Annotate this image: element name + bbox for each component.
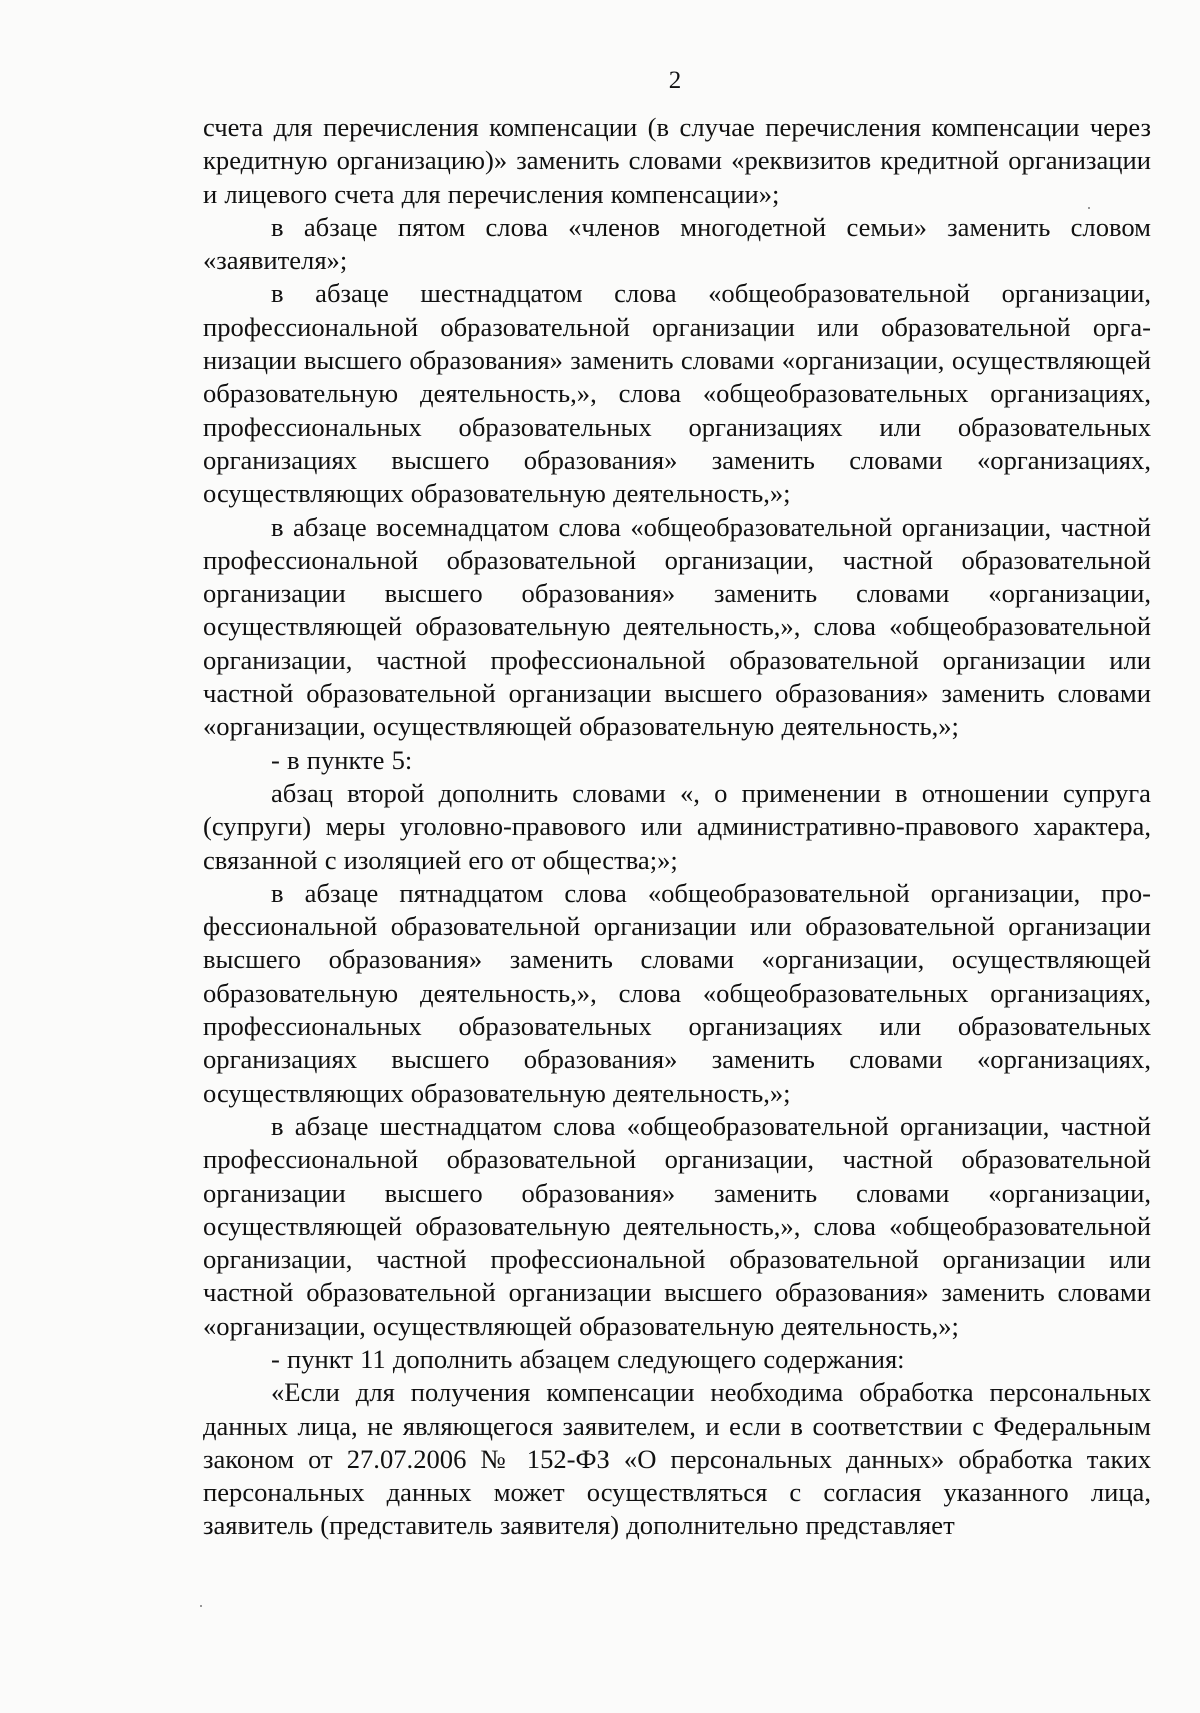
paragraph-5: - в пункте 5: xyxy=(271,744,413,775)
paragraph-10: «Если для получения компенсации необходима обработка персональных данных лица, не являющегося заявителем, и если в соответствии с Федеральным законом от 27.07.2006 № 152-ФЗ «О персональных данных» обработка таких персональных данных может осуществляться с согласия указанного лица, заявитель (представитель заявителя) дополнительно представляет xyxy=(203,1377,1151,1541)
scan-speck xyxy=(1088,207,1090,209)
document-body xyxy=(203,111,1151,1543)
paragraph-6: абзац второй дополнить словами «, о применении в отношении супруга (супруги) меры уголовно-правового или административно-правового характера, связанной с изоляцией его от общества;»; xyxy=(203,777,1151,875)
paragraph-2: в абзаце пятом слова «членов многодетной семьи» заменить словом «заявителя»; xyxy=(203,211,1151,276)
paragraph-4: в абзаце восемнадцатом слова «общеобразовательной организации, частной профессиональной образовательной организации, частной образовательной организации высшего образования» заменить словами «организации, осуществляющей образовательную деятельность,», слова «общеобразовательной организации, частной профессиональной образовательной организации или частной образовательной организации высшего образования» заменить словами «организации, осуществляющей образовательную деятельность,»; xyxy=(203,511,1151,742)
scan-speck xyxy=(200,1605,202,1607)
paragraph-9: - пункт 11 дополнить абзацем следующего содержания: xyxy=(271,1343,905,1374)
paragraph-1: счета для перечисления компенсации (в случае перечисления компенсации через кредитную организацию)» заменить словами «реквизитов кредитной организации и лицевого счета для перечисления компенсации»; xyxy=(203,112,1151,209)
page-number: 2 xyxy=(668,67,682,94)
paragraph-3: в абзаце шестнадцатом слова «общеобразовательной организации, профессиональной образовательной организации или образовательной организации высшего образования» заменить словами «организации, осуществляющей образовательную деятельность,», слова «общеобразовательных организациях, профессиональных образовательных организациях или образовательных организациях высшего образования» заменить словами «организациях, осуществляющих образовательную деятельность,»; xyxy=(203,278,1151,509)
paragraph-8: в абзаце шестнадцатом слова «общеобразовательной организации, частной профессиональной образовательной организации, частной образовательной организации высшего образования» заменить словами «организации, осуществляющей образовательную деятельность,», слова «общеобразовательной организации, частной профессиональной образовательной организации или частной образовательной организации высшего образования» заменить словами «организации, осуществляющей образовательную деятельность,»; xyxy=(203,1110,1151,1341)
paragraph-7: в абзаце пятнадцатом слова «общеобразовательной организации, профессиональной образовательной организации или образовательной организации высшего образования» заменить словами «организации, осуществляющей образовательную деятельность,», слова «общеобразовательных организациях, профессиональных образовательных организациях или образовательных организациях высшего образования» заменить словами «организациях, осуществляющих образовательную деятельность,»; xyxy=(203,877,1151,1108)
